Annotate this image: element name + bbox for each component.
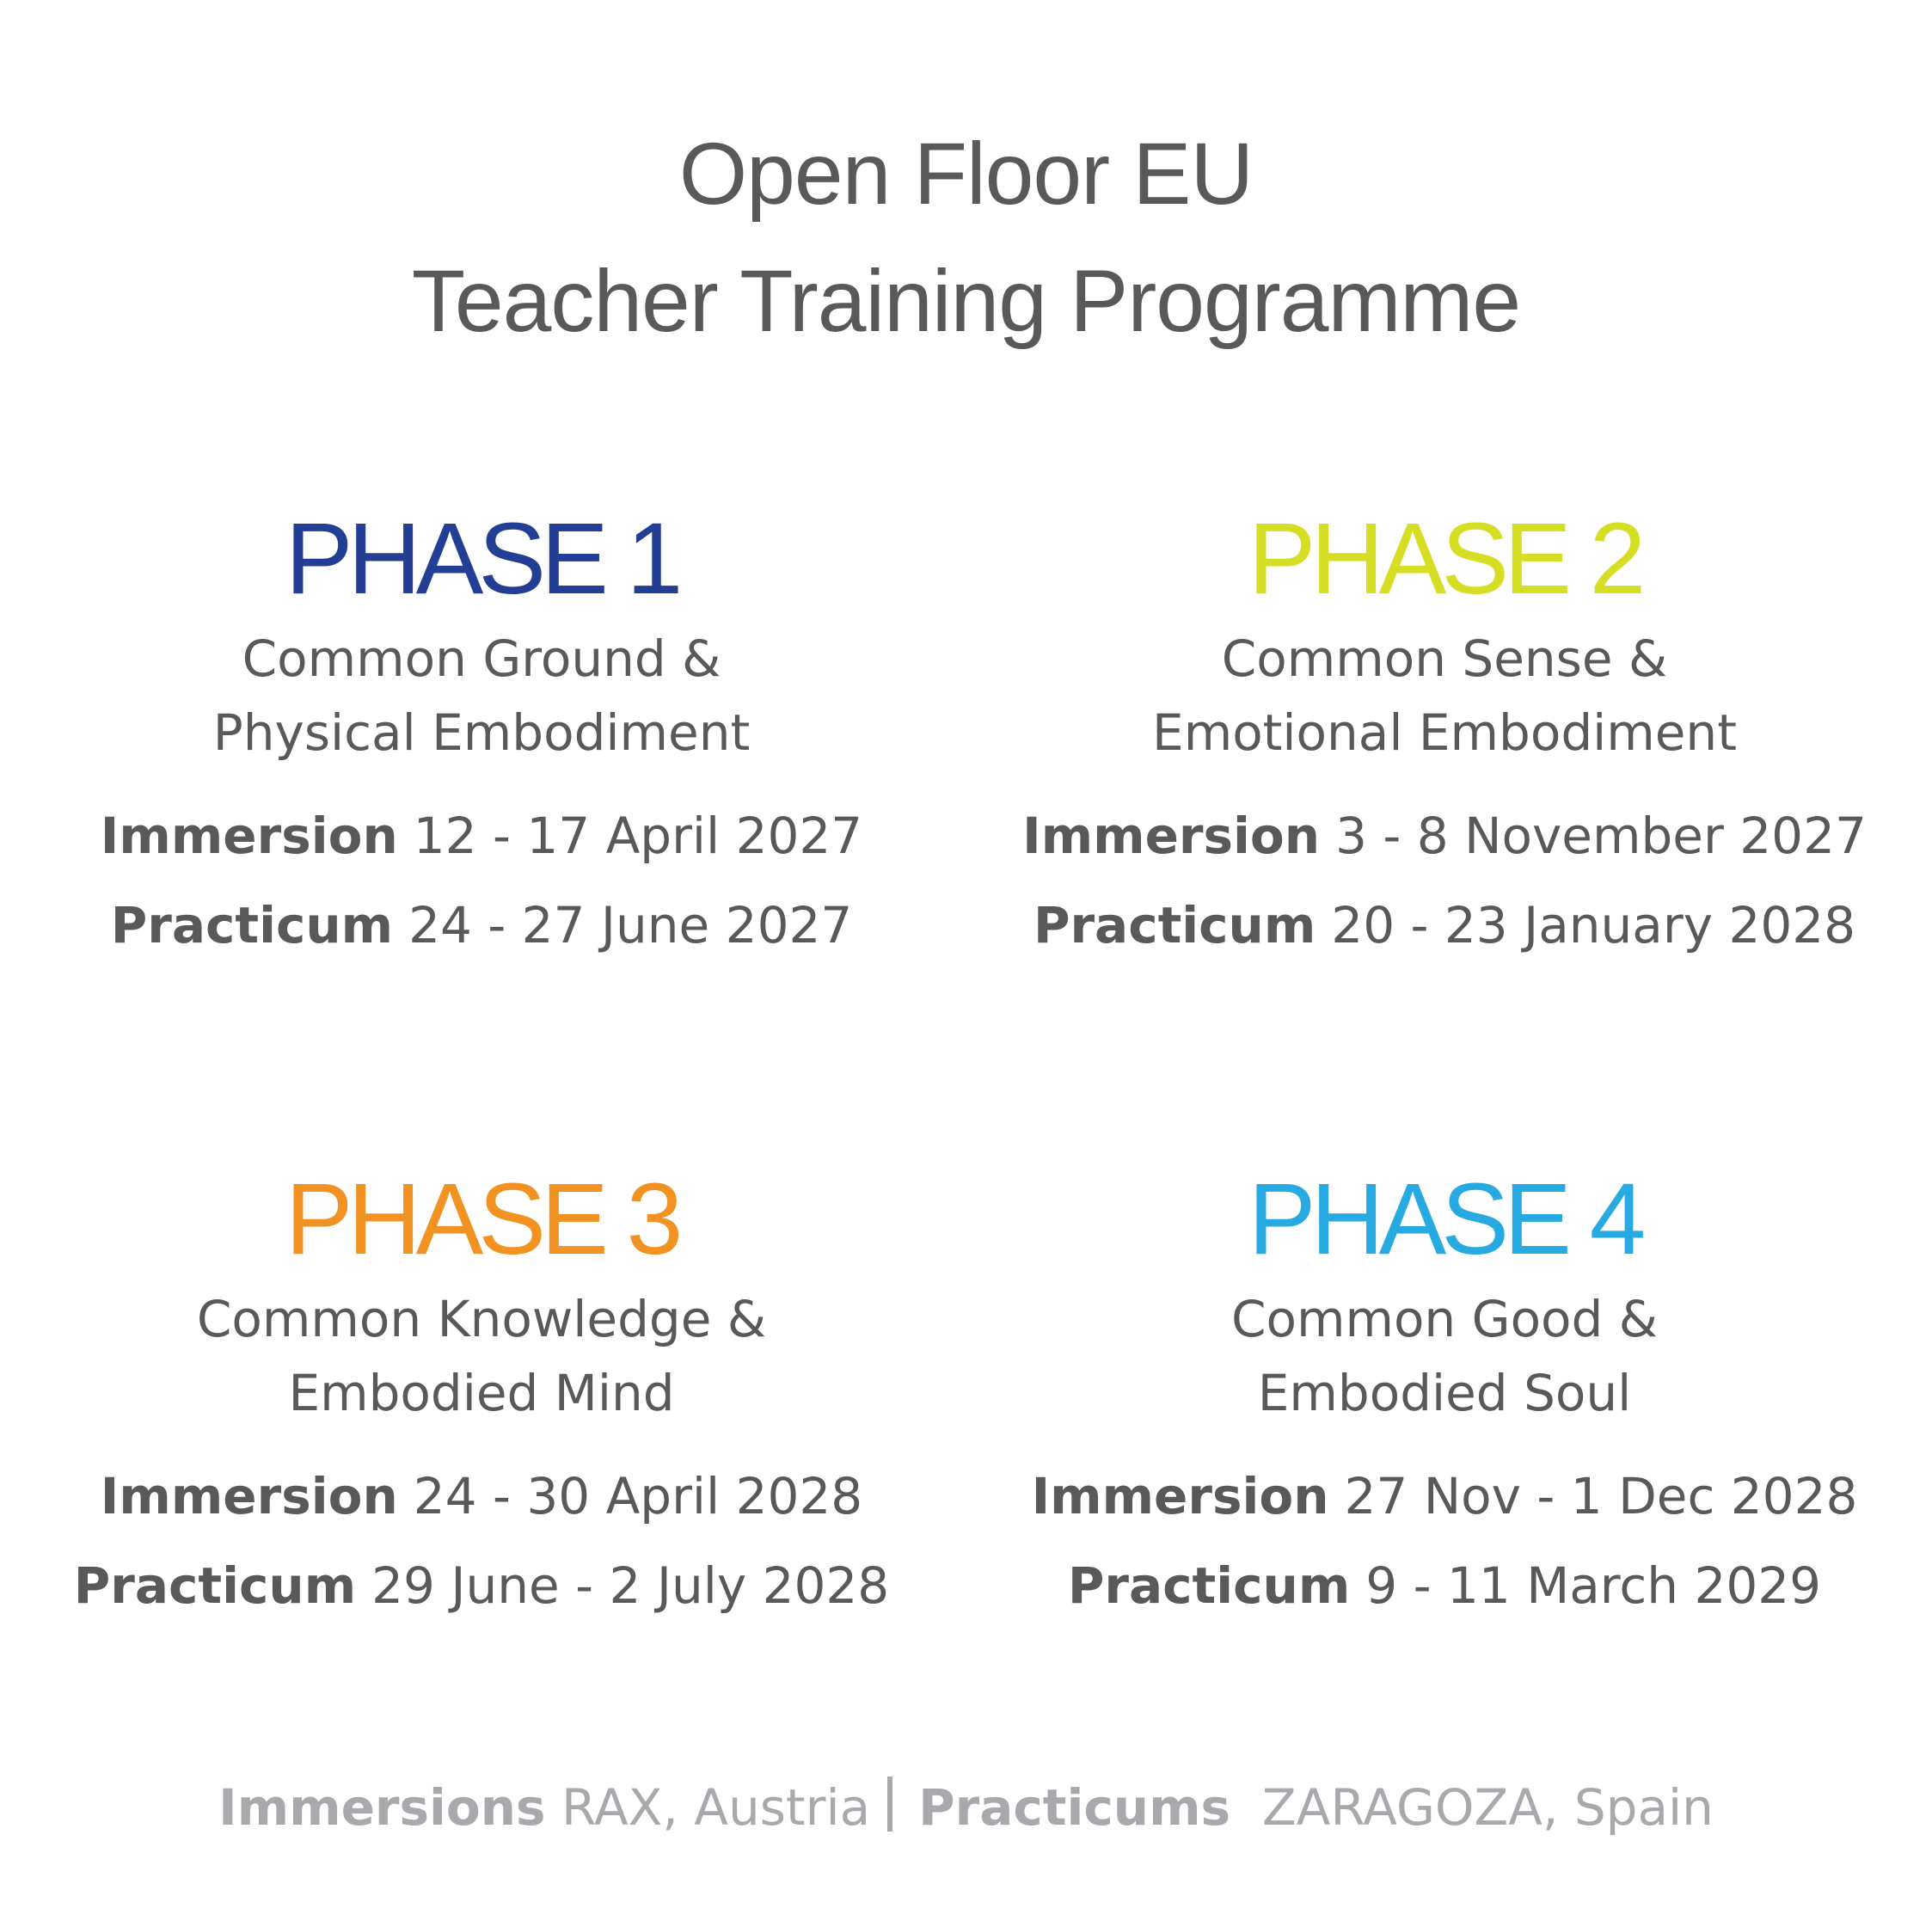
- divider: [887, 1777, 892, 1832]
- phase-4-heading: PHASE 4: [1248, 1163, 1641, 1276]
- phase-4-practicum: [997, 1541, 1892, 1630]
- practicum-label: Practicum: [110, 896, 394, 954]
- phase-1-practicum: [34, 881, 929, 970]
- phase-2-subtitle-line-1: Common Sense &: [1221, 629, 1668, 688]
- immersion-dates: 24 - 30 April 2028: [413, 1467, 863, 1525]
- immersion-label: Immersion: [1022, 807, 1321, 865]
- practicum-dates: 24 - 27 June 2027: [408, 896, 853, 954]
- phase-3-practicum: [34, 1541, 929, 1630]
- phase-2-practicum: [997, 881, 1892, 970]
- phase-3-subtitle-line-2: Embodied Mind: [288, 1364, 675, 1422]
- phase-2-block: [997, 499, 1892, 970]
- phase-1-immersion: [34, 791, 929, 881]
- phase-1-subtitle-line-2: Physical Embodiment: [212, 703, 751, 762]
- phase-1-heading: PHASE 1: [285, 502, 678, 616]
- phase-3-heading: PHASE 3: [285, 1163, 678, 1276]
- immersions-location: RAX, Austria: [561, 1778, 871, 1837]
- practicum-dates: 29 June - 2 July 2028: [371, 1556, 890, 1615]
- phase-1-block: [34, 499, 929, 970]
- phase-4-block: [997, 1159, 1892, 1630]
- immersion-dates: 27 Nov - 1 Dec 2028: [1344, 1467, 1858, 1525]
- phase-4-subtitle-line-1: Common Good &: [1230, 1290, 1659, 1348]
- phase-4-subtitle-line-2: Embodied Soul: [1257, 1364, 1632, 1422]
- practicum-dates: 9 - 11 March 2029: [1365, 1556, 1822, 1615]
- immersion-dates: 3 - 8 November 2027: [1335, 807, 1867, 865]
- immersion-label: Immersion: [1031, 1467, 1329, 1525]
- phase-3-block: [34, 1159, 929, 1630]
- phase-2-heading: PHASE 2: [1248, 502, 1641, 616]
- immersion-label: Immersion: [100, 1467, 398, 1525]
- practicum-label: Practicum: [1033, 896, 1316, 954]
- page-title-line-1: Open Floor EU: [678, 125, 1254, 223]
- phase-2-immersion: [997, 791, 1892, 881]
- locations-footer: [0, 1773, 1932, 1842]
- page-title-line-2: Teacher Training Programme: [411, 252, 1521, 350]
- immersion-label: Immersion: [100, 807, 398, 865]
- immersion-dates: 12 - 17 April 2027: [413, 807, 863, 865]
- practicum-label: Practicum: [73, 1556, 357, 1615]
- immersions-label: Immersions: [218, 1778, 546, 1837]
- practicum-label: Practicum: [1067, 1556, 1351, 1615]
- phase-3-immersion: [34, 1451, 929, 1541]
- phase-4-immersion: [997, 1451, 1892, 1541]
- practicums-location: ZARAGOZA, Spain: [1261, 1778, 1714, 1837]
- phase-1-subtitle-line-1: Common Ground &: [242, 629, 721, 688]
- practicums-label: Practicums: [918, 1778, 1231, 1837]
- phase-3-subtitle-line-1: Common Knowledge &: [196, 1290, 767, 1348]
- practicum-dates: 20 - 23 January 2028: [1331, 896, 1856, 954]
- phase-2-subtitle-line-2: Emotional Embodiment: [1152, 703, 1737, 762]
